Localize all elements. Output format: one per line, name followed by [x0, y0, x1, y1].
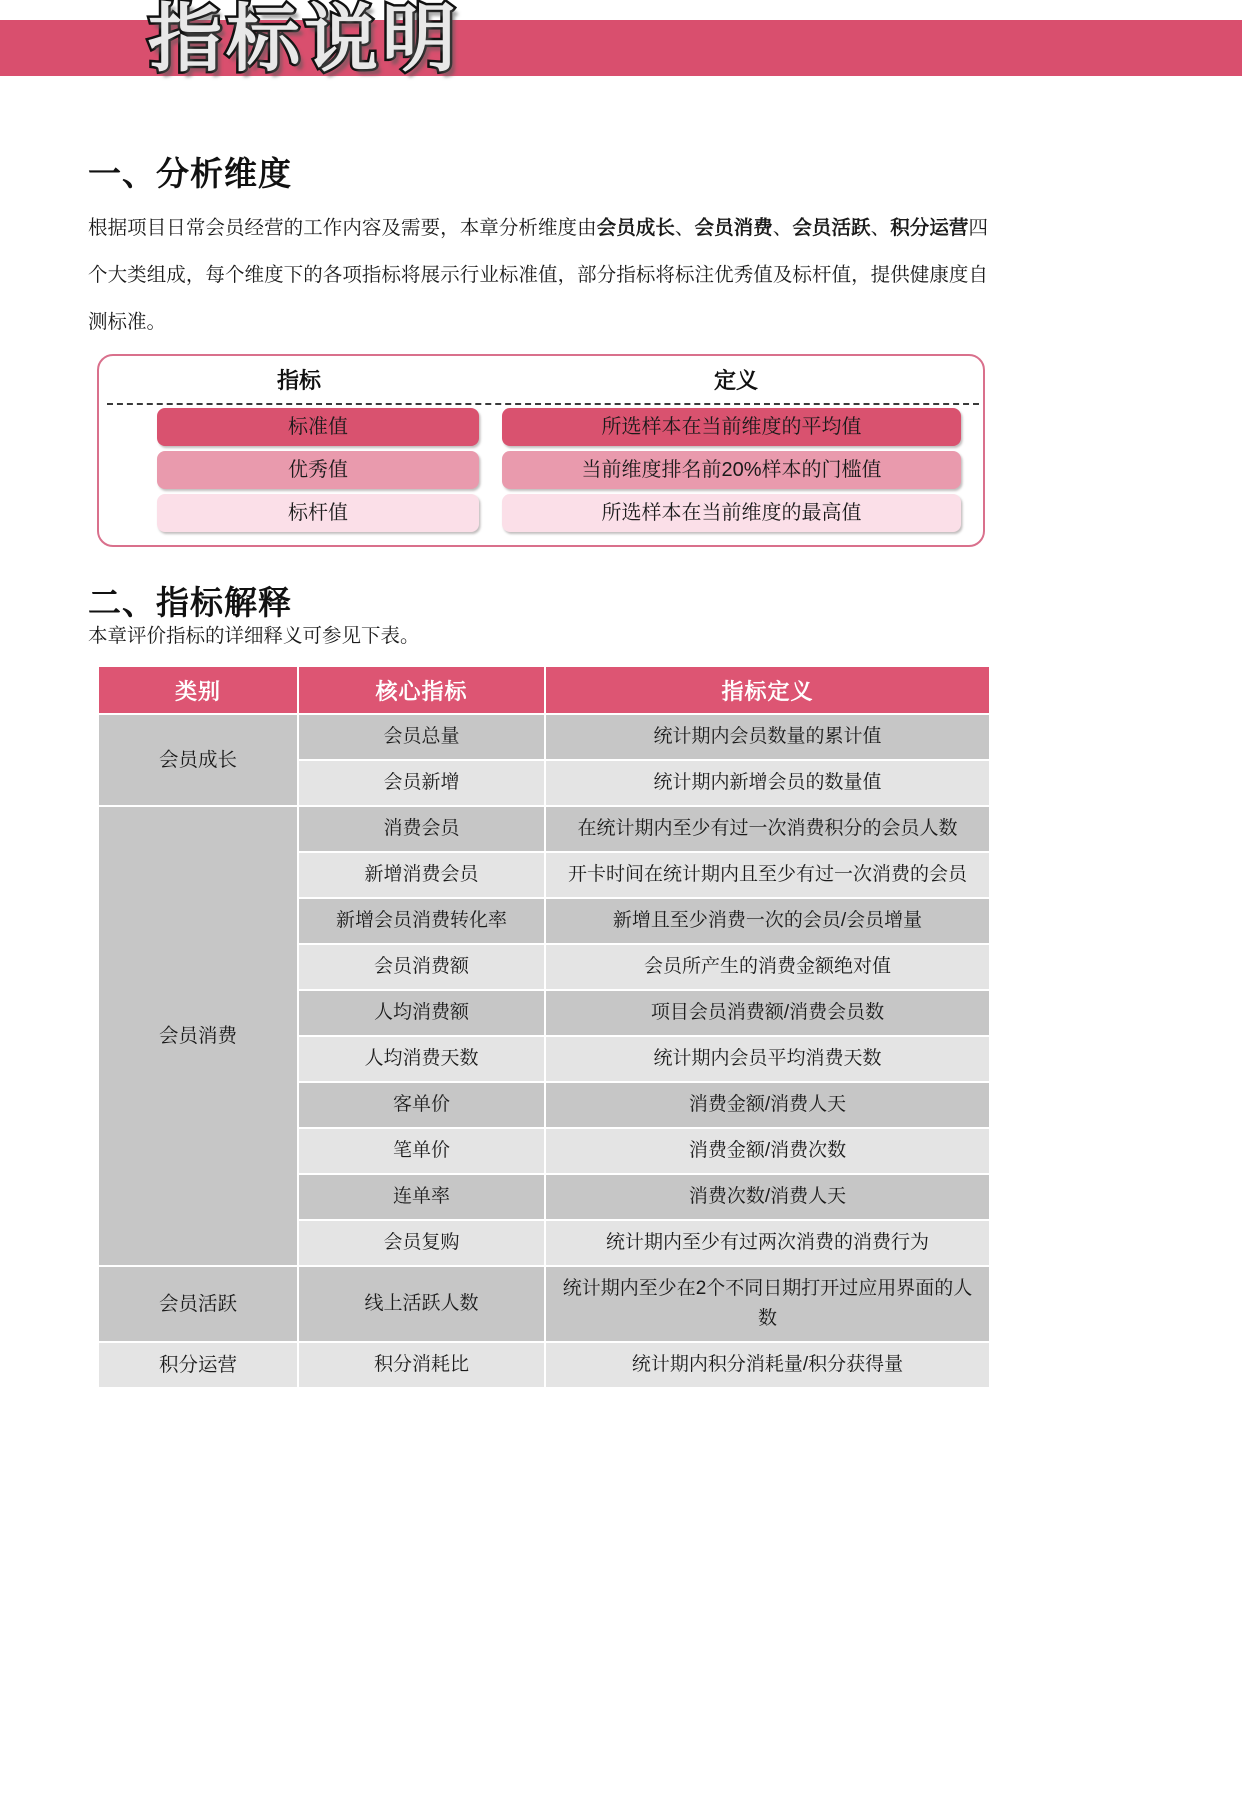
column-header-definition: 指标定义 [546, 667, 989, 713]
indicator-table [97, 665, 991, 1389]
table-cell-indicator: 积分消耗比 [299, 1343, 544, 1387]
paragraph-text-1: 根据项目日常会员经营的工作内容及需要，本章分析维度由 [88, 217, 597, 239]
definition-box-rows [99, 408, 983, 537]
table-cell-indicator: 人均消费天数 [299, 1037, 544, 1081]
column-header-category: 类别 [99, 667, 297, 713]
paragraph-bold-2: 会员消费 [694, 217, 773, 239]
table-cell-indicator: 会员总量 [299, 715, 544, 759]
section-2-subnote: 本章评价指标的详细释义可参见下表。 [88, 625, 420, 647]
definition-desc-pill: 所选样本在当前维度的最高值 [502, 494, 961, 532]
paragraph-sep-2: 、 [772, 217, 793, 239]
table-cell-definition: 消费金额/消费人天 [546, 1083, 989, 1127]
definition-row [99, 451, 983, 489]
table-cell-definition: 在统计期内至少有过一次消费积分的会员人数 [546, 807, 989, 851]
table-row [99, 807, 989, 851]
paragraph-text-2: 四个大类组成，每个维度下的各项指标将展示行业标准值，部分指标将标注优秀值及标杆值，提供健康度自测标准。 [88, 217, 988, 333]
table-cell-indicator: 会员复购 [299, 1221, 544, 1265]
table-cell-definition: 统计期内会员平均消费天数 [546, 1037, 989, 1081]
table-cell-category: 积分运营 [99, 1343, 297, 1387]
table-header-row [99, 667, 989, 713]
table-cell-indicator: 会员消费额 [299, 945, 544, 989]
table-cell-definition: 统计期内新增会员的数量值 [546, 761, 989, 805]
table-cell-indicator: 人均消费额 [299, 991, 544, 1035]
table-cell-indicator: 会员新增 [299, 761, 544, 805]
definition-label-pill: 优秀值 [157, 451, 479, 489]
table-cell-indicator: 笔单价 [299, 1129, 544, 1173]
paragraph-sep-1: 、 [674, 217, 695, 239]
table-cell-category: 会员消费 [99, 807, 297, 1265]
section-2-heading: 二、指标解释 [88, 584, 292, 621]
table-cell-category: 会员活跃 [99, 1267, 297, 1341]
paragraph-bold-4: 积分运营 [890, 217, 969, 239]
column-header-indicator: 核心指标 [299, 667, 544, 713]
definition-box-divider [107, 403, 979, 405]
definition-box-header [99, 356, 983, 402]
definition-label-pill: 标准值 [157, 408, 479, 446]
definition-header-definition: 定义 [713, 367, 758, 393]
table-cell-definition: 统计期内积分消耗量/积分获得量 [546, 1343, 989, 1387]
definition-box [97, 354, 985, 547]
paragraph-bold-1: 会员成长 [596, 217, 675, 239]
table-body [99, 715, 989, 1387]
table-row [99, 1267, 989, 1341]
table-cell-indicator: 客单价 [299, 1083, 544, 1127]
table-cell-indicator: 新增消费会员 [299, 853, 544, 897]
table-cell-definition: 消费次数/消费人天 [546, 1175, 989, 1219]
table-cell-definition: 统计期内至少在2个不同日期打开过应用界面的人数 [546, 1267, 989, 1341]
definition-row [99, 408, 983, 446]
table-cell-indicator: 消费会员 [299, 807, 544, 851]
section-1-paragraph [88, 205, 988, 346]
table-cell-definition: 消费金额/消费次数 [546, 1129, 989, 1173]
definition-header-indicator: 指标 [276, 367, 321, 393]
definition-desc-pill: 所选样本在当前维度的平均值 [502, 408, 961, 446]
section-1-heading: 一、分析维度 [88, 155, 292, 192]
definition-row [99, 494, 983, 532]
table-cell-definition: 新增且至少消费一次的会员/会员增量 [546, 899, 989, 943]
paragraph-sep-3: 、 [870, 217, 891, 239]
table-row [99, 715, 989, 759]
paragraph-bold-3: 会员活跃 [792, 217, 871, 239]
table-cell-definition: 开卡时间在统计期内且至少有过一次消费的会员 [546, 853, 989, 897]
table-cell-indicator: 新增会员消费转化率 [299, 899, 544, 943]
table-cell-definition: 统计期内至少有过两次消费的消费行为 [546, 1221, 989, 1265]
table-cell-indicator: 连单率 [299, 1175, 544, 1219]
definition-label-pill: 标杆值 [157, 494, 479, 532]
table-row [99, 1343, 989, 1387]
table-cell-definition: 会员所产生的消费金额绝对值 [546, 945, 989, 989]
table-cell-definition: 统计期内会员数量的累计值 [546, 715, 989, 759]
table-cell-definition: 项目会员消费额/消费会员数 [546, 991, 989, 1035]
page-title: 指标说明 [148, 0, 460, 80]
table-cell-indicator: 线上活跃人数 [299, 1267, 544, 1341]
table-cell-category: 会员成长 [99, 715, 297, 805]
definition-desc-pill: 当前维度排名前20%样本的门槛值 [502, 451, 961, 489]
